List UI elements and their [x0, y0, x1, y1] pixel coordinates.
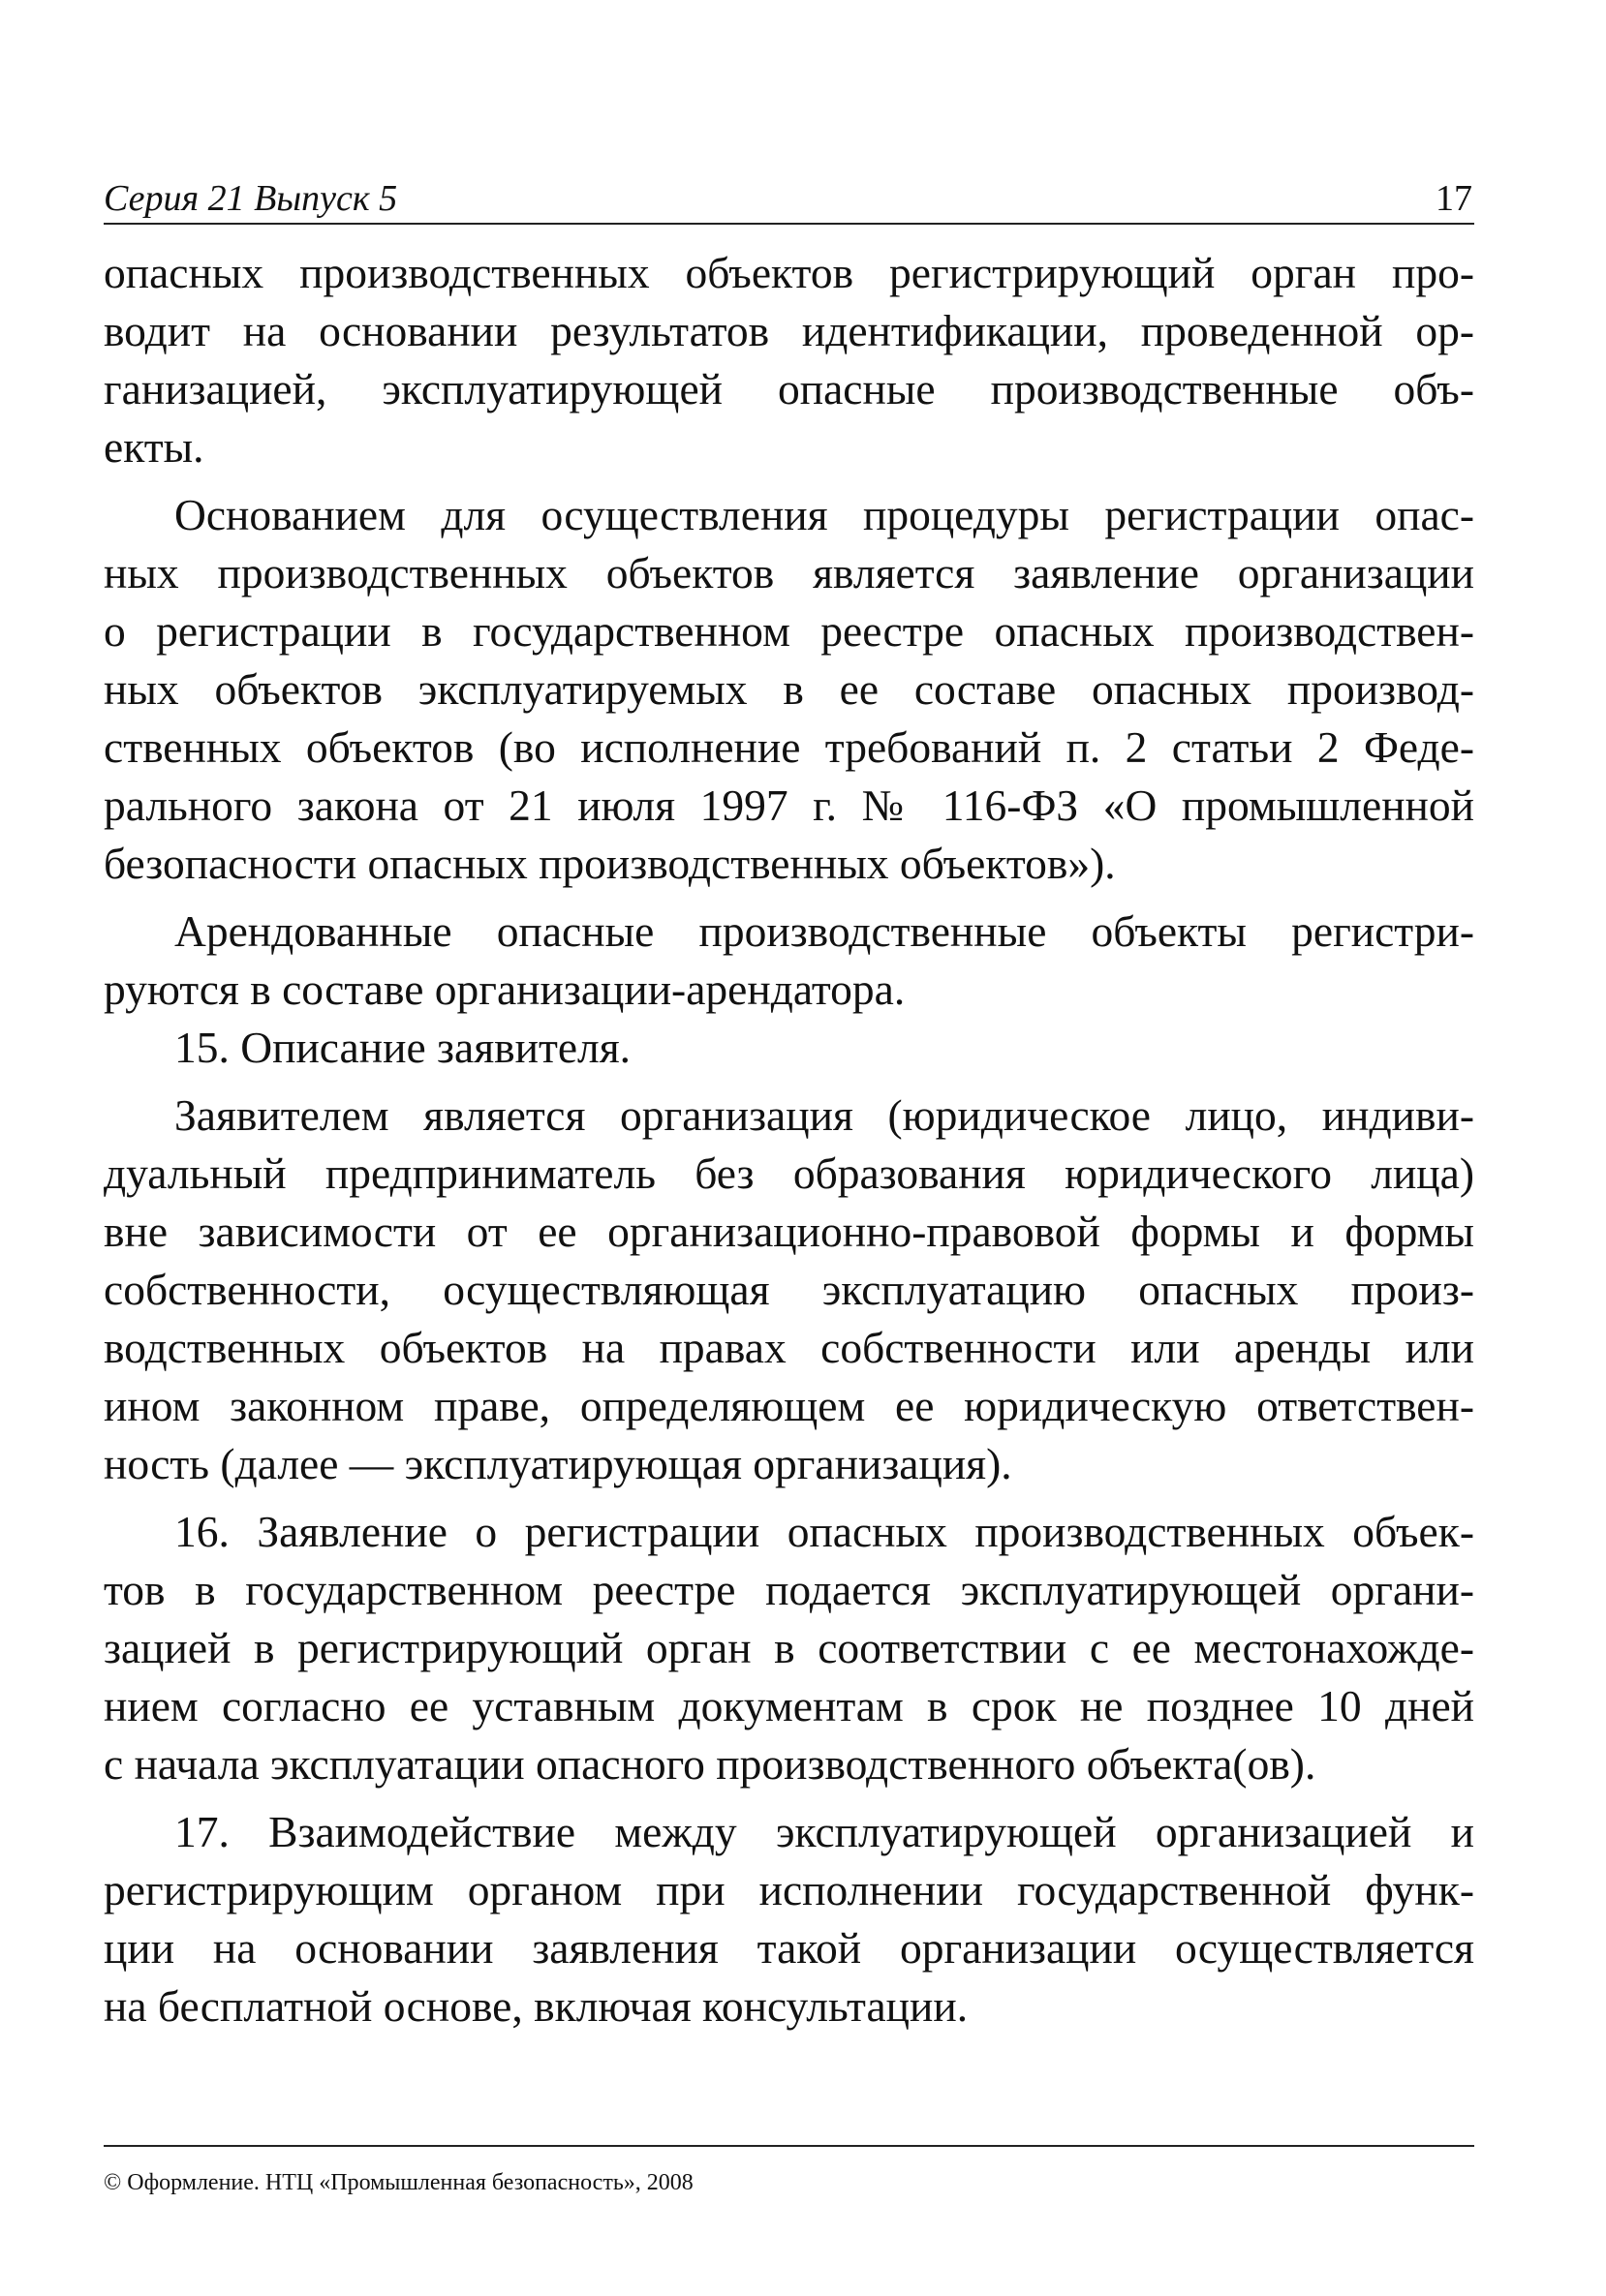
paragraph	[104, 244, 1474, 476]
text-line: о регистрации в государственном реестре опасных производствен-	[104, 606, 1474, 656]
series-title: Серия 21 Выпуск 5	[104, 178, 398, 219]
text-line: тов в государственном реестре подается эксплуатирующей органи-	[104, 1565, 1474, 1614]
page-footer	[104, 2145, 1474, 2197]
body-text	[104, 244, 1474, 2036]
text-line: вне зависимости от ее организационно-правовой формы и формы	[104, 1207, 1474, 1256]
text-line: 17. Взаимодействие между эксплуатирующей организацией и	[174, 1807, 1474, 1856]
text-line: Арендованные опасные производственные объекты регистри-	[174, 906, 1474, 956]
text-line: водит на основании результатов идентификации, проведенной ор-	[104, 306, 1474, 355]
text-line: 16. Заявление о регистрации опасных производственных объек-	[174, 1507, 1474, 1556]
copyright-notice: © Оформление. НТЦ «Промышленная безопасность», 2008	[104, 2170, 694, 2195]
text-line: 15. Описание заявителя.	[174, 1023, 632, 1072]
text-line: водственных объектов на правах собственности или аренды или	[104, 1323, 1474, 1372]
paragraph	[104, 1503, 1474, 1793]
text-line: ином законном праве, определяющем ее юридическую ответствен-	[104, 1381, 1474, 1430]
text-line: ственных объектов (во исполнение требований п. 2 статьи 2 Феде-	[104, 722, 1474, 772]
text-line: екты.	[104, 422, 204, 472]
section-heading	[104, 1019, 1474, 1077]
text-line: ность (далее — эксплуатирующая организация).	[104, 1439, 1012, 1488]
running-header	[104, 174, 1474, 225]
text-line: собственности, осуществляющая эксплуатацию опасных произ-	[104, 1265, 1474, 1314]
paragraph	[104, 486, 1474, 893]
text-line: зацией в регистрирующий орган в соответствии с ее местонахожде-	[104, 1623, 1474, 1672]
text-line: рального закона от 21 июля 1997 г. № 116-ФЗ «О промышленной	[104, 781, 1474, 830]
paragraph	[104, 1803, 1474, 2036]
text-line: руются в составе организации-арендатора.	[104, 964, 906, 1014]
paragraph	[104, 903, 1474, 1019]
text-line: ганизацией, эксплуатирующей опасные производственные объ-	[104, 364, 1474, 413]
text-line: на бесплатной основе, включая консультации.	[104, 1981, 969, 2031]
text-line: опасных производственных объектов регистрирующий орган про-	[104, 248, 1474, 297]
text-line: регистрирующим органом при исполнении государственной функ-	[104, 1865, 1474, 1914]
text-line: ных производственных объектов является заявление организации	[104, 548, 1474, 597]
text-line: с начала эксплуатации опасного производственного объекта(ов).	[104, 1739, 1316, 1789]
text-line: дуальный предприниматель без образования юридического лица)	[104, 1148, 1474, 1198]
text-line: Основанием для осуществления процедуры регистрации опас-	[174, 490, 1474, 539]
text-line: ных объектов эксплуатируемых в ее составе опасных производ-	[104, 664, 1474, 714]
paragraph	[104, 1087, 1474, 1493]
text-line: Заявителем является организация (юридическое лицо, индиви-	[174, 1090, 1474, 1140]
text-line: ции на основании заявления такой организации осуществляется	[104, 1923, 1474, 1973]
page-number: 17	[1436, 178, 1472, 219]
text-line: нием согласно ее уставным документам в срок не позднее 10 дней	[104, 1681, 1474, 1730]
text-line: безопасности опасных производственных объектов»).	[104, 839, 1116, 888]
